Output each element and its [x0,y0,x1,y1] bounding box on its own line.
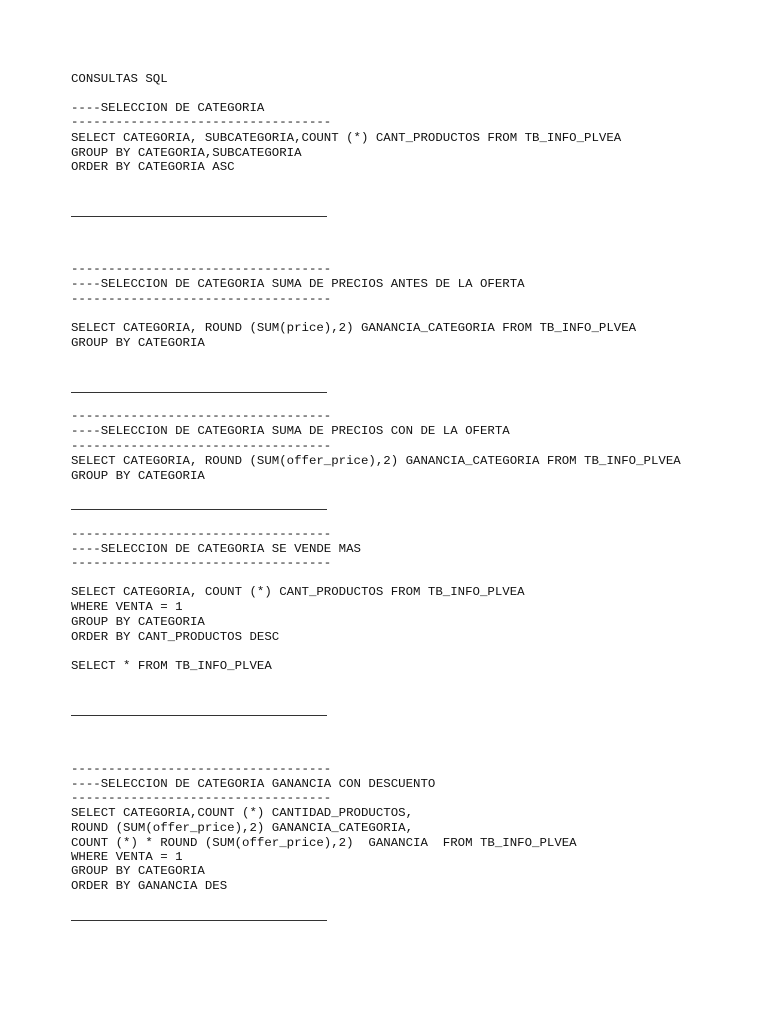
section-5-sql-line: ROUND (SUM(offer_price),2) GANANCIA_CATEGORIA, [71,821,414,835]
section-4-sql-line: WHERE VENTA = 1 [71,600,183,614]
section-1-sql-line: ORDER BY CATEGORIA ASC [71,160,235,174]
section-2-separator: ----------------------------------- [71,262,332,276]
section-5-comment-heading: ----SELECCION DE CATEGORIA GANANCIA CON DESCUENTO [71,777,436,791]
section-4-comment-heading: ----SELECCION DE CATEGORIA SE VENDE MAS [71,542,361,556]
section-2-sql-line: GROUP BY CATEGORIA [71,336,205,350]
section-1-separator: ----------------------------------- [71,115,332,129]
section-3-separator: ----------------------------------- [71,409,332,423]
horizontal-rule [71,216,327,217]
section-3-sql-line: GROUP BY CATEGORIA [71,469,205,483]
section-5-sql-line: SELECT CATEGORIA,COUNT (*) CANTIDAD_PRODUCTOS, [71,806,414,820]
section-5-sql-line: WHERE VENTA = 1 [71,850,183,864]
horizontal-rule [71,920,327,921]
section-4-sql-line: SELECT CATEGORIA, COUNT (*) CANT_PRODUCTOS FROM TB_INFO_PLVEA [71,585,525,599]
section-5-sql-line: ORDER BY GANANCIA DES [71,879,228,893]
section-2-comment-heading: ----SELECCION DE CATEGORIA SUMA DE PRECIOS ANTES DE LA OFERTA [71,277,525,291]
section-4-sql-line: SELECT * FROM TB_INFO_PLVEA [71,659,272,673]
section-5-sql-line: COUNT (*) * ROUND (SUM(offer_price),2) GANANCIA FROM TB_INFO_PLVEA [71,836,577,850]
section-5-sql-line: GROUP BY CATEGORIA [71,864,205,878]
section-2-sql-line: SELECT CATEGORIA, ROUND (SUM(price),2) GANANCIA_CATEGORIA FROM TB_INFO_PLVEA [71,321,637,335]
section-3-comment-heading: ----SELECCION DE CATEGORIA SUMA DE PRECIOS CON DE LA OFERTA [71,424,510,438]
section-1-sql-line: GROUP BY CATEGORIA,SUBCATEGORIA [71,146,302,160]
section-4-sql-line: GROUP BY CATEGORIA [71,615,205,629]
section-4-separator: ----------------------------------- [71,556,332,570]
section-3-sql-line: SELECT CATEGORIA, ROUND (SUM(offer_price),2) GANANCIA_CATEGORIA FROM TB_INFO_PLVEA [71,454,681,468]
horizontal-rule [71,715,327,716]
section-5-separator: ----------------------------------- [71,791,332,805]
section-1-sql-line: SELECT CATEGORIA, SUBCATEGORIA,COUNT (*) CANT_PRODUCTOS FROM TB_INFO_PLVEA [71,131,622,145]
document-title: CONSULTAS SQL [71,72,168,86]
section-5-separator: ----------------------------------- [71,762,332,776]
horizontal-rule [71,392,327,393]
section-3-separator: ----------------------------------- [71,439,332,453]
section-4-sql-line: ORDER BY CANT_PRODUCTOS DESC [71,630,280,644]
section-4-separator: ----------------------------------- [71,527,332,541]
horizontal-rule [71,509,327,510]
section-1-comment-heading: ----SELECCION DE CATEGORIA [71,101,265,115]
section-2-separator: ----------------------------------- [71,292,332,306]
